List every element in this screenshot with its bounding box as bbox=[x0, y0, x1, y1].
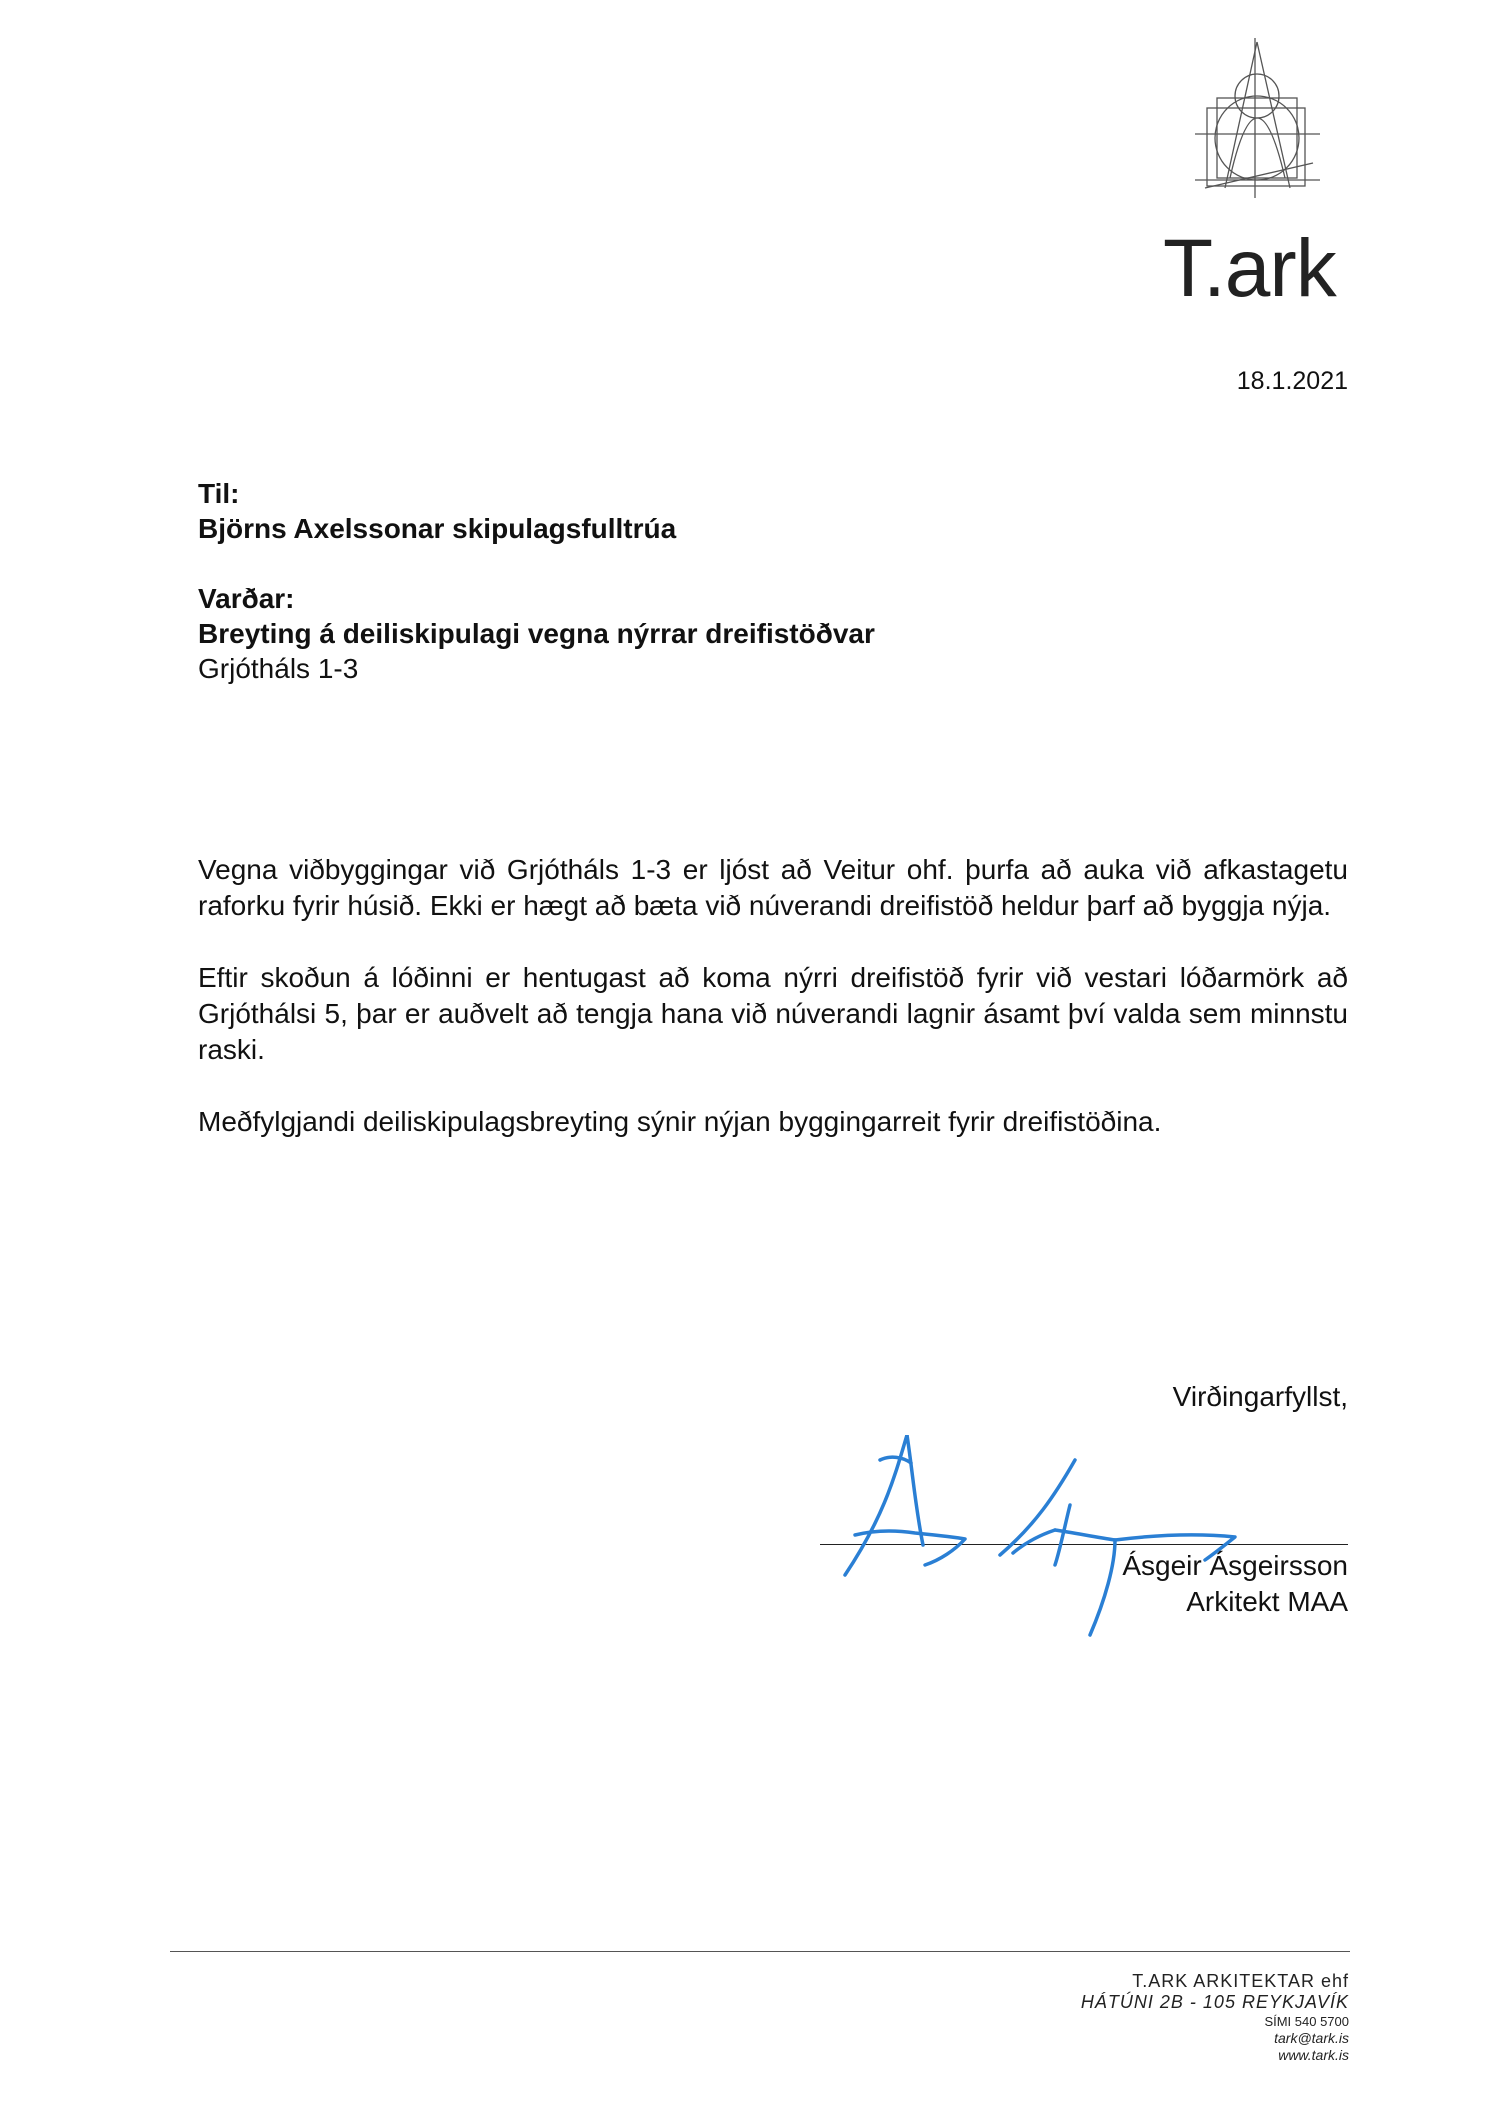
to-label: Til: bbox=[198, 478, 240, 509]
company-logo bbox=[1155, 38, 1355, 314]
handwritten-signature bbox=[815, 1435, 1295, 1655]
footer-website[interactable]: www.tark.is bbox=[1278, 2047, 1349, 2063]
footer-divider bbox=[170, 1951, 1350, 1952]
signer-name: Ásgeir Ásgeirsson bbox=[1122, 1550, 1348, 1581]
letter-body bbox=[198, 852, 1348, 1176]
body-paragraph: Vegna viðbyggingar við Grjótháls 1-3 er ljóst að Veitur ohf. þurfa að auka við afkastagetu raforku fyrir húsið. Ekki er hægt að bæta við núverandi dreifistöð heldur þarf að byggja nýja. bbox=[198, 854, 1348, 921]
subject-line: Breyting á deiliskipulagi vegna nýrrar dreifistöðvar bbox=[198, 618, 875, 649]
logo-mark-icon bbox=[1195, 38, 1325, 198]
body-paragraph: Eftir skoðun á lóðinni er hentugast að koma nýrri dreifistöð fyrir við vestari lóðarmörk að Grjóthálsi 5, þar er auðvelt að tengja hana við núverandi lagnir ásamt því valda sem minnstu raski. bbox=[198, 962, 1348, 1065]
footer-company: T.ARK ARKITEKTAR ehf bbox=[1132, 1971, 1349, 1991]
footer-phone: SÍMI 540 5700 bbox=[1264, 2014, 1349, 2029]
body-paragraph: Meðfylgjandi deiliskipulagsbreyting sýnir nýjan byggingarreit fyrir dreifistöðina. bbox=[198, 1106, 1162, 1137]
logo-wordmark: T.ark bbox=[1163, 223, 1336, 314]
letter-date: 18.1.2021 bbox=[1236, 367, 1348, 395]
subject-label: Varðar: bbox=[198, 583, 295, 614]
closing-salutation: Virðingarfyllst, bbox=[1172, 1381, 1348, 1412]
footer-email[interactable]: tark@tark.is bbox=[1274, 2030, 1349, 2046]
recipient-block bbox=[198, 476, 875, 686]
signer-block bbox=[1122, 1548, 1348, 1620]
signer-title: Arkitekt MAA bbox=[1186, 1586, 1348, 1617]
footer-address: HÁTÚNI 2B - 105 REYKJAVÍK bbox=[1080, 1992, 1349, 2012]
subject-location: Grjótháls 1-3 bbox=[198, 653, 359, 684]
footer bbox=[1081, 1971, 1349, 2064]
recipient-name: Björns Axelssonar skipulagsfulltrúa bbox=[198, 513, 677, 544]
